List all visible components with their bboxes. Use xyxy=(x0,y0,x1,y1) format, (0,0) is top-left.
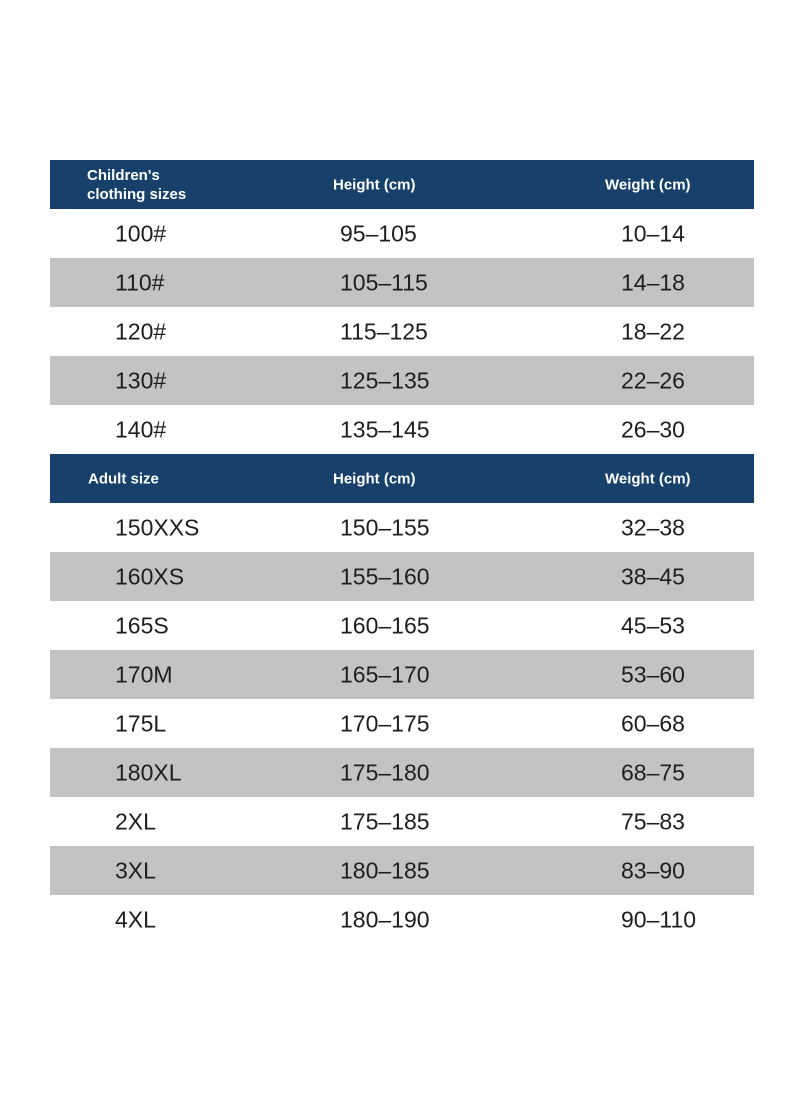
height-cell: 105–115 xyxy=(340,269,428,295)
size-cell: 4XL xyxy=(115,906,156,932)
weight-cell: 68–75 xyxy=(621,759,685,785)
adult-size-header: Adult size xyxy=(88,470,159,487)
weight-cell: 45–53 xyxy=(621,612,685,638)
adult-header-row xyxy=(50,454,754,503)
height-cell: 180–185 xyxy=(340,857,430,883)
table-row xyxy=(50,503,754,552)
size-cell: 160XS xyxy=(115,563,185,589)
table-row xyxy=(50,699,754,748)
table-row xyxy=(50,258,754,307)
children-header-row xyxy=(50,160,754,209)
height-cell: 170–175 xyxy=(340,710,430,736)
height-cell: 150–155 xyxy=(340,514,430,540)
weight-cell: 32–38 xyxy=(621,514,685,540)
height-cell: 175–180 xyxy=(340,759,430,785)
height-cell: 160–165 xyxy=(340,612,430,638)
table-row xyxy=(50,650,754,699)
height-cell: 155–160 xyxy=(340,563,430,589)
height-cell: 175–185 xyxy=(340,808,430,834)
size-cell: 165S xyxy=(115,612,169,638)
table-row xyxy=(50,356,754,405)
height-header: Height (cm) xyxy=(333,470,416,487)
height-cell: 95–105 xyxy=(340,220,417,246)
weight-cell: 14–18 xyxy=(621,269,685,295)
weight-cell: 90–110 xyxy=(621,906,697,932)
weight-cell: 53–60 xyxy=(621,661,685,687)
size-cell: 180XL xyxy=(115,759,182,785)
table-row xyxy=(50,846,754,895)
table-row xyxy=(50,748,754,797)
children-size-header xyxy=(87,166,186,204)
table-row xyxy=(50,601,754,650)
weight-cell: 10–14 xyxy=(621,220,685,246)
table-row xyxy=(50,552,754,601)
table-row xyxy=(50,405,754,454)
size-cell: 110# xyxy=(115,269,165,295)
height-cell: 165–170 xyxy=(340,661,430,687)
size-cell: 140# xyxy=(115,416,167,442)
table-row xyxy=(50,797,754,846)
height-cell: 115–125 xyxy=(340,318,428,344)
height-cell: 135–145 xyxy=(340,416,430,442)
size-cell: 150XXS xyxy=(115,514,200,540)
weight-cell: 26–30 xyxy=(621,416,685,442)
size-cell: 100# xyxy=(115,220,167,246)
size-cell: 120# xyxy=(115,318,167,344)
size-chart xyxy=(50,160,754,944)
weight-header: Weight (cm) xyxy=(605,470,691,487)
children-size-header-line: Children's clothing sizes xyxy=(87,166,187,203)
weight-cell: 18–22 xyxy=(621,318,685,344)
table-row xyxy=(50,895,754,944)
weight-cell: 22–26 xyxy=(621,367,685,393)
height-cell: 180–190 xyxy=(340,906,430,932)
weight-header: Weight (cm) xyxy=(605,176,691,193)
weight-cell: 83–90 xyxy=(621,857,685,883)
adult-size-table xyxy=(50,503,754,944)
table-row xyxy=(50,209,754,258)
children-size-table xyxy=(50,209,754,454)
size-cell: 130# xyxy=(115,367,167,393)
size-cell: 170M xyxy=(115,661,173,687)
size-cell: 2XL xyxy=(115,808,156,834)
height-header: Height (cm) xyxy=(333,176,416,193)
size-cell: 175L xyxy=(115,710,167,736)
size-cell: 3XL xyxy=(115,857,156,883)
table-row xyxy=(50,307,754,356)
weight-cell: 38–45 xyxy=(621,563,685,589)
weight-cell: 75–83 xyxy=(621,808,685,834)
height-cell: 125–135 xyxy=(340,367,430,393)
weight-cell: 60–68 xyxy=(621,710,685,736)
